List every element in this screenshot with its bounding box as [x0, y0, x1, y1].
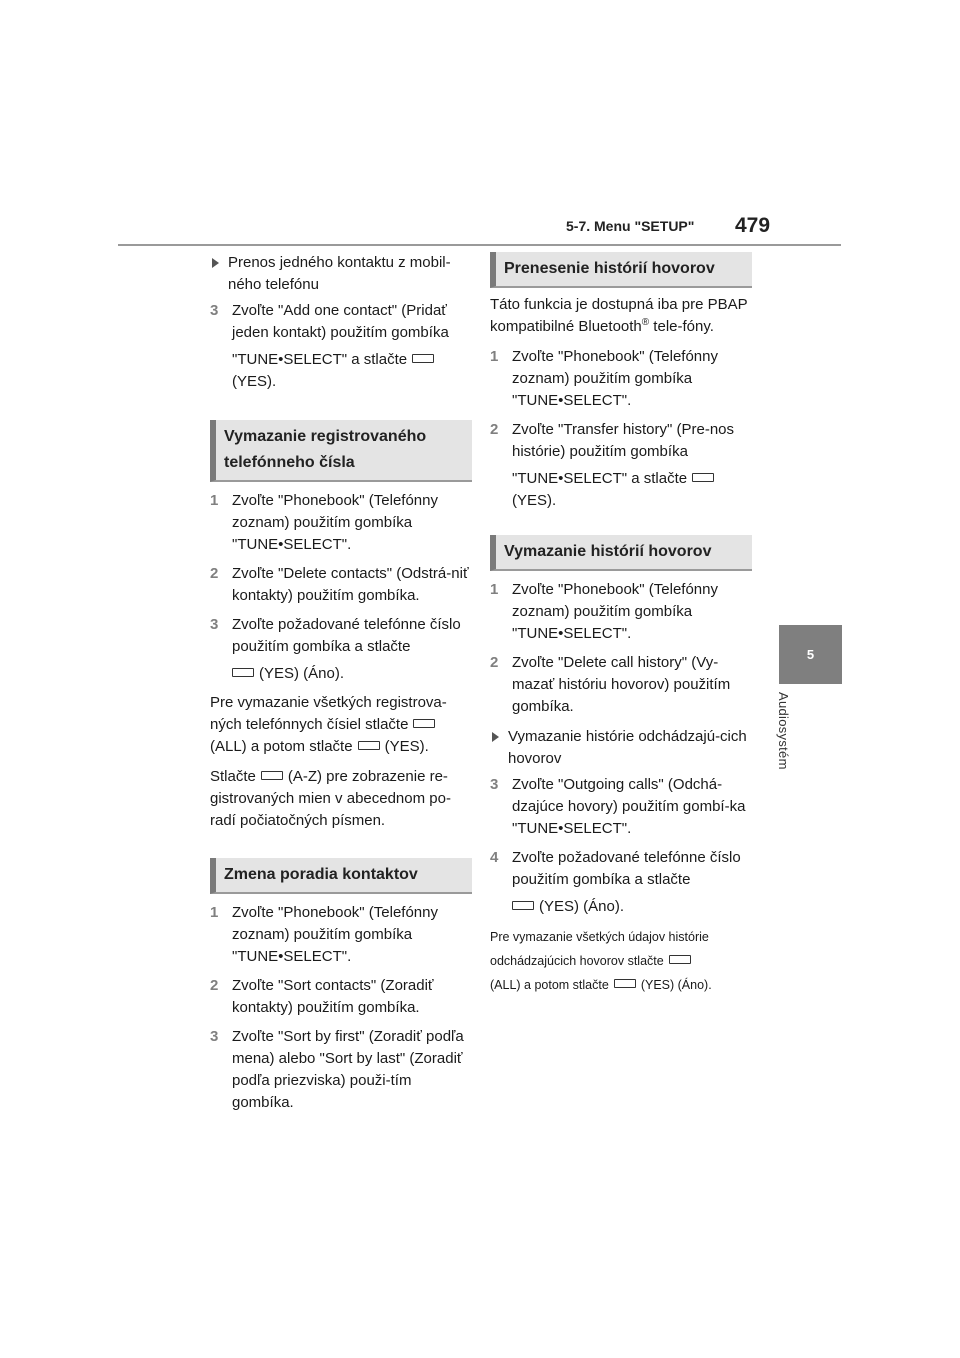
- paragraph-text: (A-Z) pre zobrazenie re-gistrovaných mien v abecednom po-radí počiatočných písmen.: [210, 768, 451, 829]
- section-heading: Prenesenie histórií hovorov: [490, 252, 752, 288]
- step-number: 3: [210, 616, 219, 633]
- note-paragraph: [490, 925, 752, 997]
- step-item: [210, 300, 472, 393]
- header-rule: [118, 244, 841, 246]
- step-item: [210, 902, 472, 968]
- step-item: [210, 563, 472, 607]
- button-icon: [614, 979, 636, 988]
- step-continuation: [232, 349, 472, 393]
- note-text: (ALL) a potom stlačte: [490, 978, 609, 992]
- step-item: [490, 346, 752, 412]
- step-number: 1: [210, 904, 219, 921]
- step-continuation: [512, 468, 752, 512]
- step-number: 3: [210, 1028, 219, 1045]
- step-number: 2: [210, 977, 219, 994]
- step-text: Zvoľte "Sort by first" (Zoradiť podľa mena) alebo "Sort by last" (Zoradiť podľa priezviska) použi-tím gombíka.: [232, 1028, 464, 1111]
- step-text: Zvoľte "Phonebook" (Telefónny zoznam) použitím gombíka "TUNE•SELECT".: [512, 581, 718, 642]
- bullet-item: [210, 252, 472, 296]
- paragraph-text: (ALL) a potom stlačte: [210, 738, 353, 755]
- button-icon: [358, 741, 380, 750]
- step-text: Zvoľte požadované telefónne číslo použitím gombíka a stlačte: [232, 616, 461, 655]
- paragraph: [490, 294, 752, 338]
- registered-mark: ®: [641, 317, 650, 328]
- step-item: [210, 614, 472, 685]
- step-item: [490, 579, 752, 645]
- page-number: 479: [735, 214, 771, 237]
- button-icon: [413, 719, 435, 728]
- step-number: 2: [210, 565, 219, 582]
- step-text: Zvoľte "Add one contact" (Pridať jeden kontakt) použitím gombíka: [232, 302, 449, 341]
- button-icon: [692, 473, 714, 482]
- note-text: (YES) (Áno).: [640, 978, 712, 992]
- button-icon: [669, 955, 691, 964]
- step-text: "TUNE•SELECT" a stlačte: [232, 351, 408, 368]
- step-item: [490, 652, 752, 718]
- note-text: odchádzajúcich hovorov stlačte: [490, 954, 664, 968]
- step-text: (YES).: [232, 373, 277, 390]
- step-item: [210, 490, 472, 556]
- step-continuation: [232, 663, 472, 685]
- step-number: 1: [210, 492, 219, 509]
- chapter-tab: [779, 625, 842, 684]
- step-number: 2: [490, 421, 499, 438]
- step-text: (YES).: [512, 492, 557, 509]
- step-number: 2: [490, 654, 499, 671]
- step-item: [490, 419, 752, 512]
- paragraph-text: Pre vymazanie všetkých registrova-: [210, 694, 447, 711]
- step-text: Zvoľte "Delete call history" (Vy-mazať históriu hovorov) použitím gombíka.: [512, 654, 731, 715]
- step-text: Zvoľte "Phonebook" (Telefónny zoznam) použitím gombíka "TUNE•SELECT".: [232, 904, 438, 965]
- section-heading: Vymazanie histórií hovorov: [490, 535, 752, 571]
- step-text: (YES) (Áno).: [539, 898, 625, 915]
- step-text: Zvoľte "Delete contacts" (Odstrá-niť kontakty) použitím gombíka.: [232, 565, 469, 604]
- paragraph-text: (YES).: [384, 738, 429, 755]
- bullet-text: Vymazanie histórie odchádzajú-cich hovorov: [508, 728, 747, 767]
- paragraph: [210, 692, 472, 758]
- step-number: 1: [490, 348, 499, 365]
- button-icon: [261, 771, 283, 780]
- step-number: 3: [210, 302, 219, 319]
- step-text: Zvoľte požadované telefónne číslo použitím gombíka a stlačte: [512, 849, 741, 888]
- step-text: Zvoľte "Sort contacts" (Zoradiť kontakty) použitím gombíka.: [232, 977, 434, 1016]
- step-continuation: [512, 896, 752, 918]
- step-item: [490, 847, 752, 918]
- button-icon: [232, 668, 254, 677]
- step-text: "TUNE•SELECT" a stlačte: [512, 470, 688, 487]
- paragraph: [210, 766, 472, 832]
- step-text: Zvoľte "Outgoing calls" (Odchá-dzajúce hovory) použitím gombí-ka "TUNE•SELECT".: [512, 776, 746, 837]
- triangle-bullet-icon: [212, 258, 219, 268]
- chapter-tab-label: Audiosystém: [776, 692, 791, 770]
- step-number: 4: [490, 849, 499, 866]
- chapter-tab-number: 5: [806, 647, 815, 662]
- bullet-text: Prenos jedného kontaktu z mobil-ného telefónu: [228, 254, 451, 293]
- button-icon: [512, 901, 534, 910]
- chapter-title: 5-7. Menu "SETUP": [566, 218, 695, 234]
- paragraph-text: Stlačte: [210, 768, 256, 785]
- button-icon: [412, 354, 434, 363]
- left-column: [210, 252, 472, 1121]
- note-text: Pre vymazanie všetkých údajov histórie: [490, 930, 709, 944]
- step-text: Zvoľte "Phonebook" (Telefónny zoznam) použitím gombíka "TUNE•SELECT".: [232, 492, 438, 553]
- step-number: 3: [490, 776, 499, 793]
- paragraph-text: Táto funkcia je dostupná iba pre PBAP kompatibilné Bluetooth: [490, 296, 748, 335]
- step-item: [490, 774, 752, 840]
- step-text: Zvoľte "Phonebook" (Telefónny zoznam) použitím gombíka "TUNE•SELECT".: [512, 348, 718, 409]
- right-column: [490, 252, 752, 997]
- step-item: [210, 1026, 472, 1114]
- section-heading: Vymazanie registrovaného telefónneho čísla: [210, 420, 472, 482]
- paragraph-text: ných telefónnych čísiel stlačte: [210, 716, 409, 733]
- step-item: [210, 975, 472, 1019]
- step-number: 1: [490, 581, 499, 598]
- paragraph-text: tele-fóny.: [649, 318, 714, 335]
- page-header: [0, 0, 960, 260]
- step-text: Zvoľte "Transfer history" (Pre-nos histórie) použitím gombíka: [512, 421, 735, 460]
- triangle-bullet-icon: [492, 732, 499, 742]
- section-heading: Zmena poradia kontaktov: [210, 858, 472, 894]
- bullet-item: [490, 726, 752, 770]
- step-text: (YES) (Áno).: [259, 665, 345, 682]
